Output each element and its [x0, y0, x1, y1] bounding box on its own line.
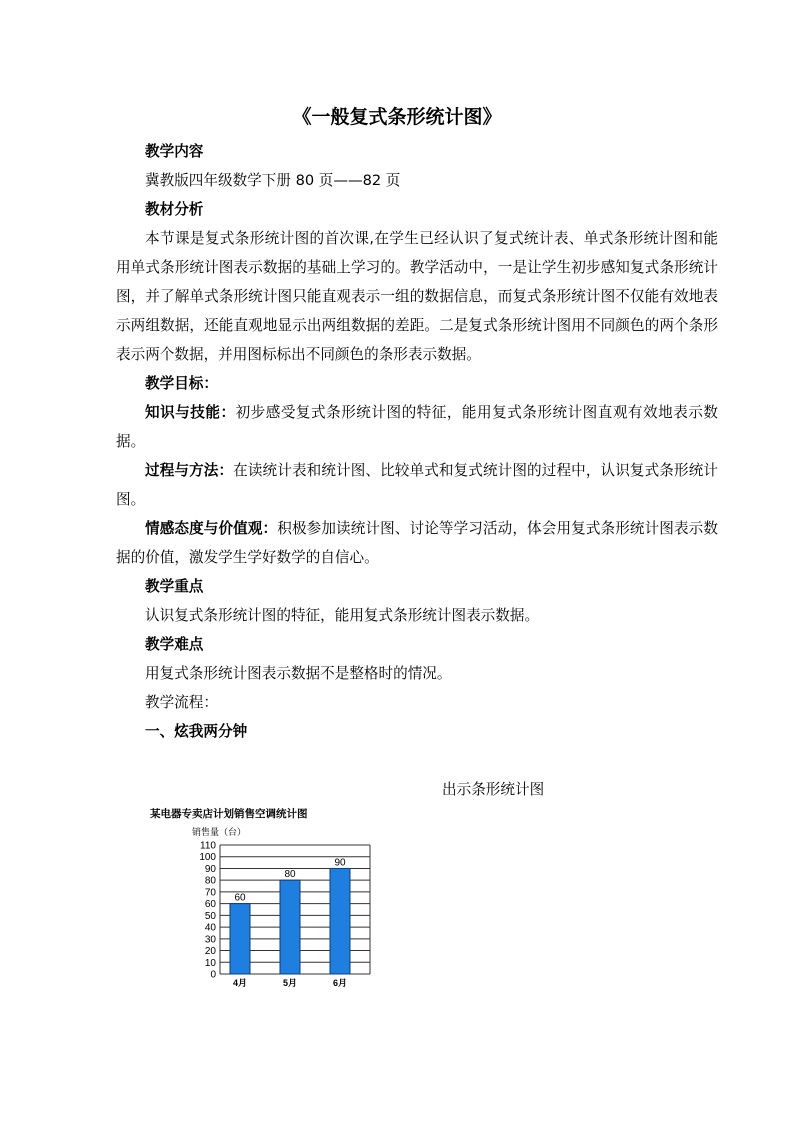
y-tick-label: 110 — [200, 840, 216, 852]
goal-attitude-label: 情感态度与价值观： — [145, 520, 278, 537]
y-tick-label: 80 — [204, 875, 216, 887]
bar-3 — [330, 868, 350, 974]
process-heading: 教学流程： — [145, 694, 218, 711]
document-title: 《一般复式条形统计图》 — [292, 106, 502, 128]
goal-attitude-text: 积极参加读统计图、讨论等学习活动，体会用复式条形统计图表示数据的价值，激发学生学好数学的自信心。 — [116, 520, 718, 566]
y-tick-label: 0 — [210, 969, 216, 981]
x-tick-label: 4月 — [232, 978, 248, 988]
content-heading: 教学内容 — [145, 143, 204, 160]
difficulty-text: 用复式条形统计图表示数据不是整格时的情况。 — [145, 665, 452, 682]
x-tick-label: 5月 — [282, 978, 298, 988]
y-tick-label: 50 — [204, 910, 216, 922]
content-text: 冀教版四年级数学下册 80 页——82 页 — [145, 172, 401, 189]
y-tick-label: 60 — [204, 899, 216, 911]
y-tick-label: 20 — [204, 946, 216, 958]
document-body — [116, 137, 718, 746]
bar-value-label: 80 — [284, 869, 296, 881]
bar-1 — [230, 904, 250, 974]
key-point-text: 认识复式条形统计图的特征，能用复式条形统计图表示数据。 — [145, 607, 540, 624]
y-tick-label: 10 — [204, 957, 216, 969]
x-tick-label: 6月 — [332, 978, 348, 988]
bar-2 — [280, 880, 300, 974]
bar-chart — [140, 800, 400, 995]
goal-process-label: 过程与方法： — [145, 462, 234, 479]
chart-y-ticks — [199, 841, 216, 981]
analysis-heading: 教材分析 — [145, 201, 204, 218]
step1-heading: 一、炫我两分钟 — [145, 723, 248, 740]
y-tick-label: 100 — [199, 852, 216, 864]
bar-value-label: 60 — [234, 892, 246, 904]
y-tick-label: 30 — [204, 934, 216, 946]
y-tick-label: 90 — [204, 863, 216, 875]
chart-y-label: 销售量（台） — [192, 828, 247, 838]
key-point-heading: 教学重点 — [145, 578, 204, 595]
bar-chart-svg — [140, 800, 400, 995]
chart-bars — [230, 857, 350, 974]
chart-title: 某电器专卖店计划销售空调统计图 — [150, 808, 308, 820]
bar-value-label: 90 — [334, 857, 346, 869]
goal-knowledge-text: 初步感受复式条形统计图的特征，能用复式条形统计图直观有效地表示数据。 — [116, 404, 718, 450]
difficulty-heading: 教学难点 — [145, 636, 204, 653]
chart-x-ticks — [233, 978, 347, 988]
goal-knowledge — [116, 398, 718, 456]
goal-process-text: 在读统计表和统计图、比较单式和复式统计图的过程中，认识复式条形统计图。 — [116, 462, 718, 508]
y-tick-label: 70 — [204, 887, 216, 899]
goal-attitude — [116, 514, 718, 572]
goal-process — [116, 456, 718, 514]
goal-knowledge-label: 知识与技能： — [145, 404, 236, 421]
analysis-text: 本节课是复式条形统计图的首次课,在学生已经认识了复式统计表、单式条形统计图和能用单式条形统计图表示数据的基础上学习的。教学活动中，一是让学生初步感知复式条形统计图，并了解单式条形统计图只能直观表示一组的数据信息，而复式条形统计图不仅能有效地表示两组数据，还能直观地显示出两组数据的差距。二是复式条形统计图用不同颜色的两个条形表示两个数据，并用图标标出不同颜色的条形表示数据。 — [116, 230, 718, 363]
goals-heading: 教学目标： — [145, 375, 218, 392]
y-tick-label: 40 — [204, 922, 216, 934]
chart-caption: 出示条形统计图 — [442, 781, 545, 798]
